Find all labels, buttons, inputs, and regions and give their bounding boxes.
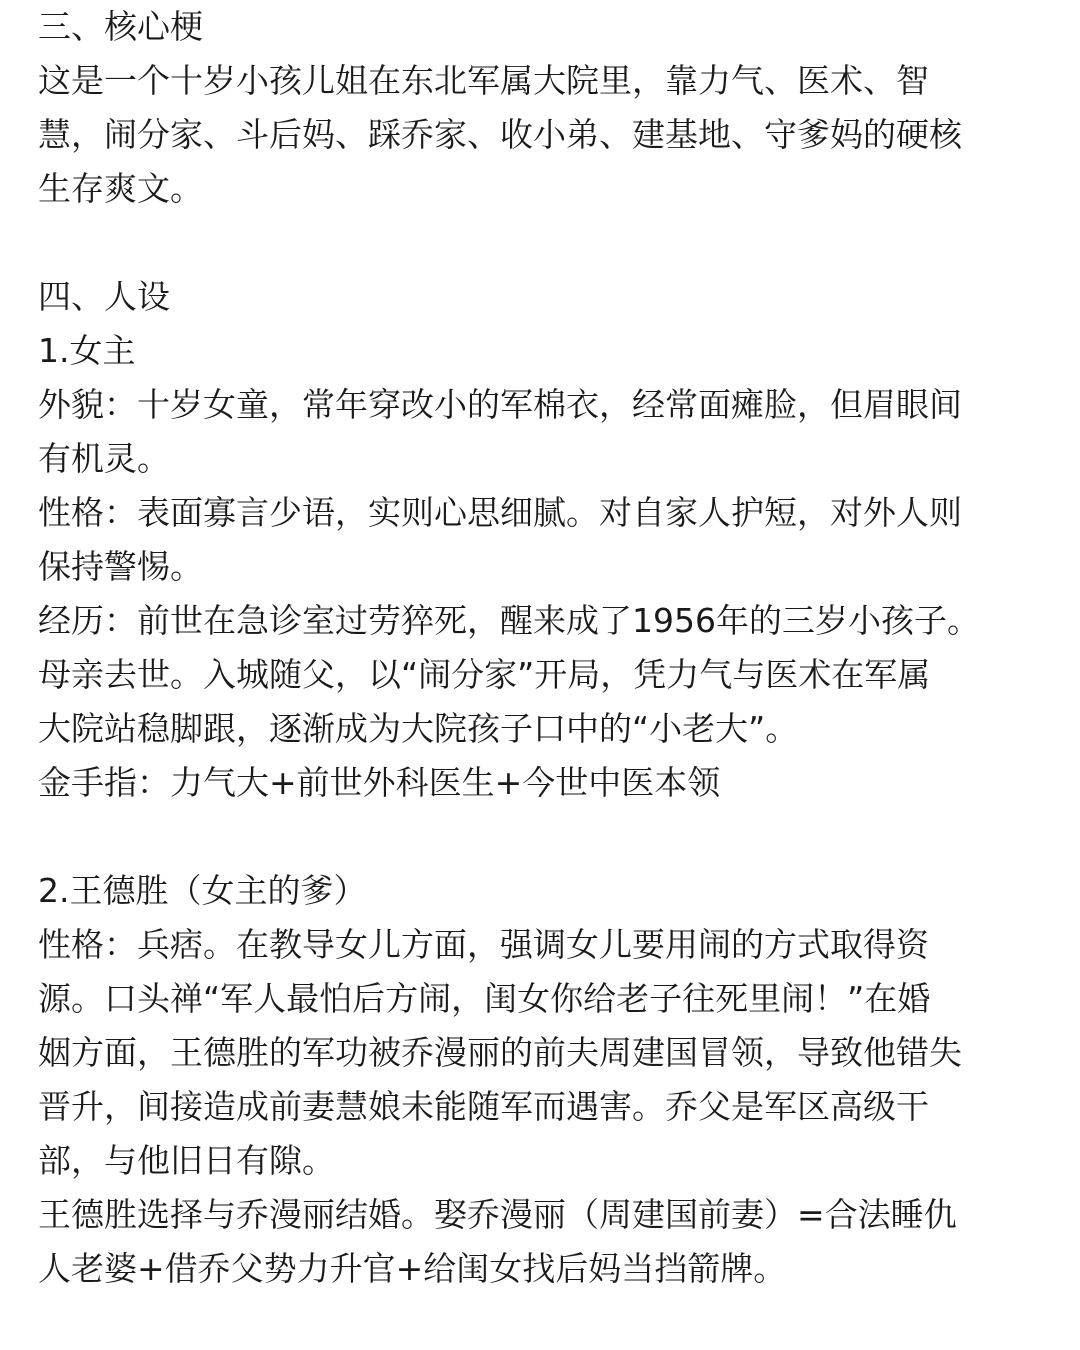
paragraph-line: 性格：表面寡言少语，实则心思细腻。对自家人护短，对外人则: [38, 493, 962, 532]
paragraph-line: 经历：前世在急诊室过劳猝死，醒来成了1956年的三岁小孩子。: [38, 601, 980, 640]
paragraph-line: 晋升，间接造成前妻慧娘未能随军而遇害。乔父是军区高级干: [38, 1087, 929, 1126]
paragraph-line: 源。口头禅“军人最怕后方闹，闺女你给老子往死里闹！”在婚: [38, 979, 931, 1018]
paragraph-line: 大院站稳脚跟，逐渐成为大院孩子口中的“小老大”。: [38, 709, 799, 748]
paragraph-line: 性格：兵痞。在教导女儿方面，强调女儿要用闹的方式取得资: [38, 925, 929, 964]
paragraph-line: 这是一个十岁小孩儿姐在东北军属大院里，靠力气、医术、智: [38, 61, 929, 100]
blank-line: [38, 810, 1042, 864]
paragraph-line: 外貌：十岁女童，常年穿改小的军棉衣，经常面瘫脸，但眉眼间: [38, 385, 962, 424]
section-heading-characters: 四、人设: [38, 277, 170, 316]
paragraph-line: 有机灵。: [38, 439, 170, 478]
document-body: [38, 0, 1042, 1296]
section-heading-core-plot: 三、核心梗: [38, 7, 203, 46]
blank-line: [38, 216, 1042, 270]
paragraph-line: 姻方面，王德胜的军功被乔漫丽的前夫周建国冒领，导致他错失: [38, 1033, 962, 1072]
paragraph-line: 生存爽文。: [38, 169, 203, 208]
paragraph-line: 人老婆+借乔父势力升官+给闺女找后妈当挡箭牌。: [38, 1249, 787, 1288]
paragraph-line: 保持警惕。: [38, 547, 203, 586]
paragraph-line: 部，与他旧日有隙。: [38, 1141, 335, 1180]
paragraph-line: 慧，闹分家、斗后妈、踩乔家、收小弟、建基地、守爹妈的硬核: [38, 115, 962, 154]
paragraph-line: 母亲去世。入城随父，以“闹分家”开局，凭力气与医术在军属: [38, 655, 931, 694]
subheading-father: 2.王德胜（女主的爹）: [38, 871, 367, 910]
paragraph-line: 金手指：力气大+前世外科医生+今世中医本领: [38, 763, 721, 802]
subheading-heroine: 1.女主: [38, 331, 136, 370]
paragraph-line: 王德胜选择与乔漫丽结婚。娶乔漫丽（周建国前妻）=合法睡仇: [38, 1195, 957, 1234]
